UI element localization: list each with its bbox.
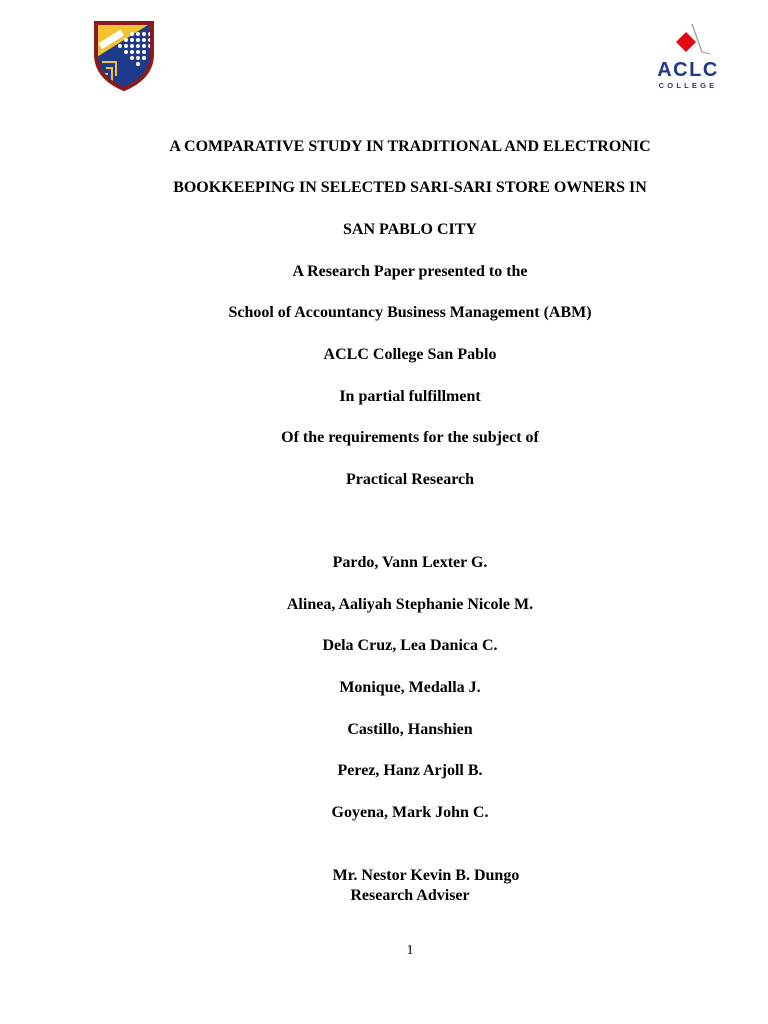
- presentation-line-2: School of Accountancy Business Management (ABM): [228, 304, 592, 321]
- author-7: Goyena, Mark John C.: [331, 804, 489, 821]
- aclc-college-logo: [652, 22, 724, 90]
- adviser-name: Mr. Nestor Kevin B. Dungo: [332, 867, 520, 884]
- svg-text:ACLC: ACLC: [657, 59, 719, 81]
- presentation-line-1: A Research Paper presented to the: [292, 263, 528, 280]
- author-3: Dela Cruz, Lea Danica C.: [322, 637, 498, 654]
- presentation-line-5: Of the requirements for the subject of: [281, 429, 539, 446]
- svg-text:COLLEGE: COLLEGE: [658, 81, 718, 90]
- title-line-3: SAN PABLO CITY: [343, 221, 477, 238]
- author-1: Pardo, Vann Lexter G.: [332, 554, 488, 571]
- presentation-line-3: ACLC College San Pablo: [323, 346, 497, 363]
- author-4: Monique, Medalla J.: [339, 679, 481, 696]
- presentation-line-4: In partial fulfillment: [339, 388, 481, 405]
- school-crest-logo: [92, 20, 156, 92]
- author-6: Perez, Hanz Arjoll B.: [337, 762, 483, 779]
- title-line-2: BOOKKEEPING IN SELECTED SARI-SARI STORE OWNERS IN: [173, 179, 647, 196]
- presentation-line-6: Practical Research: [345, 471, 475, 488]
- title-line-1: A COMPARATIVE STUDY IN TRADITIONAL AND ELECTRONIC: [169, 138, 651, 155]
- adviser-role: Research Adviser: [350, 887, 470, 904]
- author-5: Castillo, Hanshien: [347, 721, 473, 738]
- aclc-college-logo-icon: [652, 22, 724, 90]
- school-crest-icon: [92, 20, 156, 92]
- author-2: Alinea, Aaliyah Stephanie Nicole M.: [286, 596, 534, 613]
- page-number: 1: [406, 943, 414, 958]
